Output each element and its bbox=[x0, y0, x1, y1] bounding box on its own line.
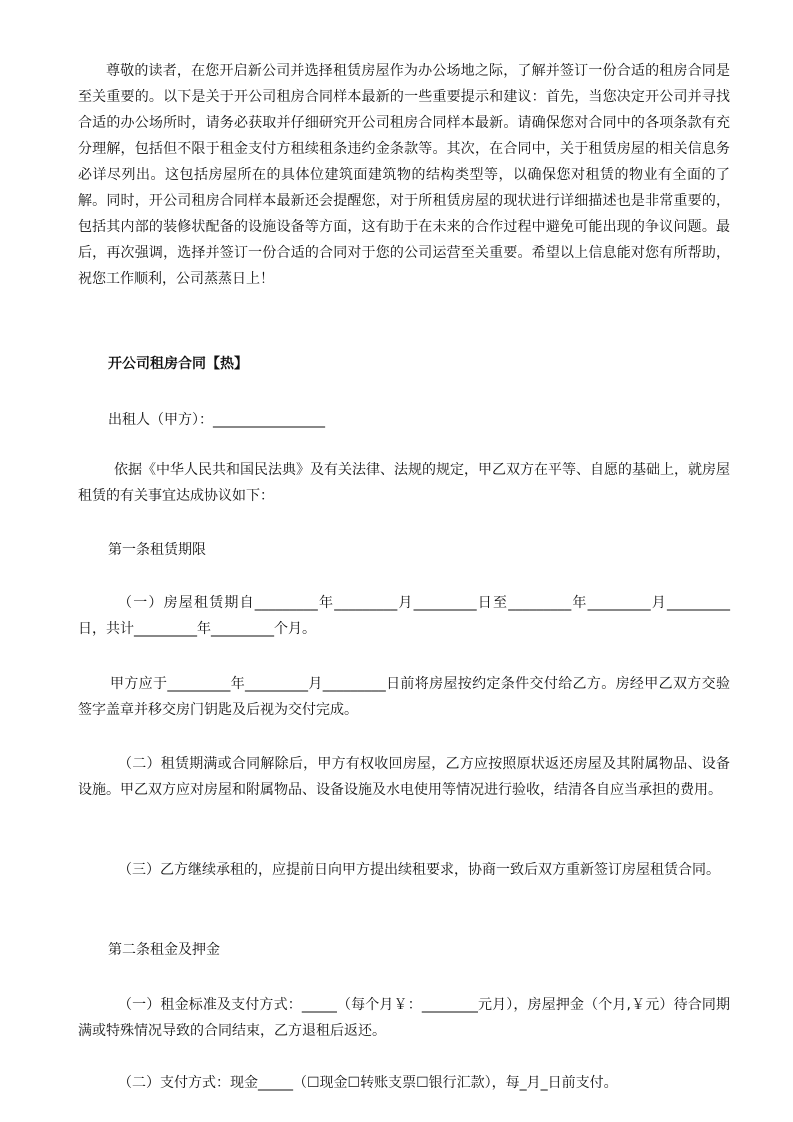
contract-heading: 开公司租房合同【热】 bbox=[108, 356, 248, 372]
article2-clause-1: （一）租金标准及支付方式：_____（每个月￥：________元月），房屋押金（个月,￥元）待合同期满或特殊情况导致的合同结束，乙方退租后返还。 bbox=[78, 997, 730, 1039]
article1-delivery-clause: 甲方应于_________年_________月_________日前将房屋按约定条件交付给乙方。房经甲乙双方交验签字盖章并移交房门钥匙及后视为交付完成。 bbox=[78, 676, 730, 718]
article1-clause-2: （二）租赁期满或合同解除后，甲方有权收回房屋，乙方应按照原状返还房屋及其附属物品、设备设施。甲乙双方应对房屋和附属物品、设备设施及水电使用等情况进行验收，结清各自应当承担的费用。 bbox=[78, 756, 730, 798]
intro-paragraph: 尊敬的读者，在您开启新公司并选择租赁房屋作为办公场地之际，了解并签订一份合适的租房合同是至关重要的。以下是关于开公司租房合同样本最新的一些重要提示和建议：首先，当您决定开公司并寻找合适的办公场所时，请务必获取并仔细研究开公司租房合同样本最新。请确保您对合同中的各项条款有充分理解，包括但不限于租金支付方租续租条违约金条款等。其次，在合同中，关于租赁房屋的相关信息务必详尽列出。这包括房屋所在的具体位建筑面建筑物的结构类型等，以确保您对租赁的物业有全面的了解。同时，开公司租房合同样本最新还会提醒您，对于所租赁房屋的现状进行详细描述也是非常重要的，包括其内部的装修状配备的设施设备等方面，这有助于在未来的合作过程中避免可能出现的争议问题。最后，再次强调，选择并签订一份合适的合同对于您的公司运营至关重要。希望以上信息能对您有所帮助，祝您工作顺利，公司蒸蒸日上！ bbox=[78, 63, 730, 287]
article2-clause-2: （二）支付方式：现金_____（☐现金☐转账支票☐银行汇款），每_月_日前支付。 bbox=[118, 1075, 618, 1091]
legal-basis-paragraph: 依据《中华人民共和国民法典》及有关法律、法规的规定，甲乙双方在平等、自愿的基础上，就房屋租赁的有关事宜达成协议如下： bbox=[78, 462, 730, 504]
article1-clause-1: （一）房屋租赁期自_________年_________月_________日至_________年_________月_________日，共计_________年_________个月。 bbox=[78, 595, 730, 637]
article1-title: 第一条租赁期限 bbox=[108, 542, 206, 558]
article2-title: 第二条租金及押金 bbox=[108, 942, 220, 958]
landlord-line: 出租人（甲方）：________________ bbox=[108, 412, 325, 428]
article1-clause-3: （三）乙方继续承租的，应提前日向甲方提出续租要求，协商一致后双方重新签订房屋租赁合同。 bbox=[118, 862, 720, 878]
